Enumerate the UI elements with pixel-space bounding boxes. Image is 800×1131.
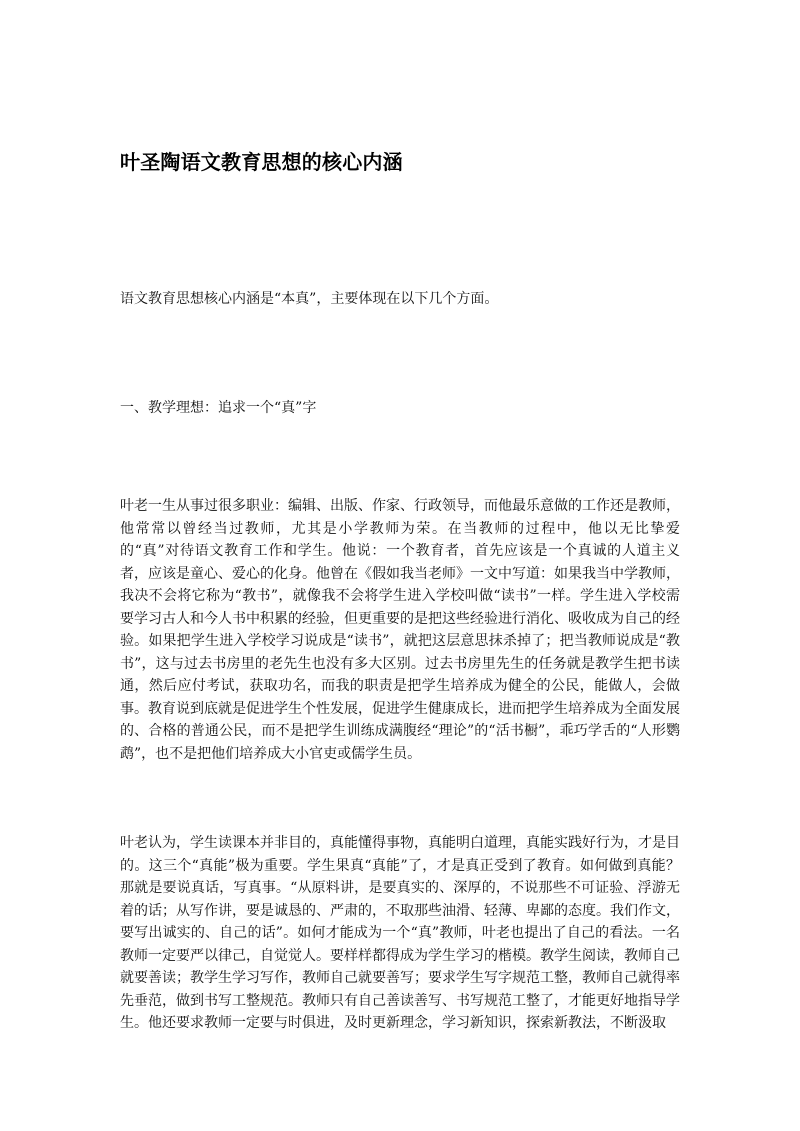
intro-paragraph: 语文教育思想核心内涵是“本真”，主要体现在以下几个方面。 (120, 291, 499, 307)
body-paragraph: 叶老一生从事过很多职业：编辑、出版、作家、行政领导，而他最乐意做的工作还是教师，他常常以曾经当过教师，尤其是小学教师为荣。在当教师的过程中，他以无比挚爱的“真”对待语文教育工作和学生。他说：一个教育者，首先应该是一个真诚的人道主义者，应该是童心、爱心的化身。他曾在《假如我当老师》一文中写道：如果我当中学教师，我决不会将它称为“教书”，就像我不会将学生进入学校叫做“读书”一样。学生进入学校需要学习古人和今人书中积累的经验，但更重要的是把这些经验进行消化、吸收成为自己的经验。如果把学生进入学校学习说成是“读书”，就把这层意思抹杀掉了；把当教师说成是“教书”，这与过去书房里的老先生也没有多大区别。过去书房里先生的任务就是教学生把书读通，然后应付考试，获取功名，而我的职责是把学生培养成为健全的公民，能做人，会做事。教育说到底就是促进学生个性发展，促进学生健康成长，进而把学生培养成为全面发展的、合格的普通公民，而不是把学生训练成满腹经“理论”的“活书橱”，乖巧学舌的“人形鹦鹉”，也不是把他们培养成大小官吏或儒学生员。 (120, 498, 680, 762)
body-paragraph: 叶老认为，学生读课本并非目的，真能懂得事物，真能明白道理，真能实践好行为，才是目的。这三个“真能”极为重要。学生果真“真能”了，才是真正受到了教育。如何做到真能？那就是要说真话，写真事。“从原料讲，是要真实的、深厚的，不说那些不可证验、浮游无着的话；从写作讲，要是诚恳的、严肃的，不取那些油滑、轻薄、卑鄙的态度。我们作文，要写出诚实的、自己的话”。如何才能成为一个“真”教师，叶老也提出了自己的看法。一名教师一定要严以律己，自觉觉人。要样样都得成为学生学习的楷模。教学生阅读，教师自己就要善读；教学生学习写作，教师自己就要善写；要求学生写字规范工整，教师自己就得率先垂范，做到书写工整规范。教师只有自己善读善写、书写规范工整了，才能更好地指导学生。他还要求教师一定要与时俱进，及时更新理念，学习新知识，探索新教法，不断汲取 (120, 835, 680, 1031)
document-title: 叶圣陶语文教育思想的核心内涵 (120, 150, 403, 174)
section-heading: 一、教学理想：追求一个“真”字 (120, 400, 317, 416)
